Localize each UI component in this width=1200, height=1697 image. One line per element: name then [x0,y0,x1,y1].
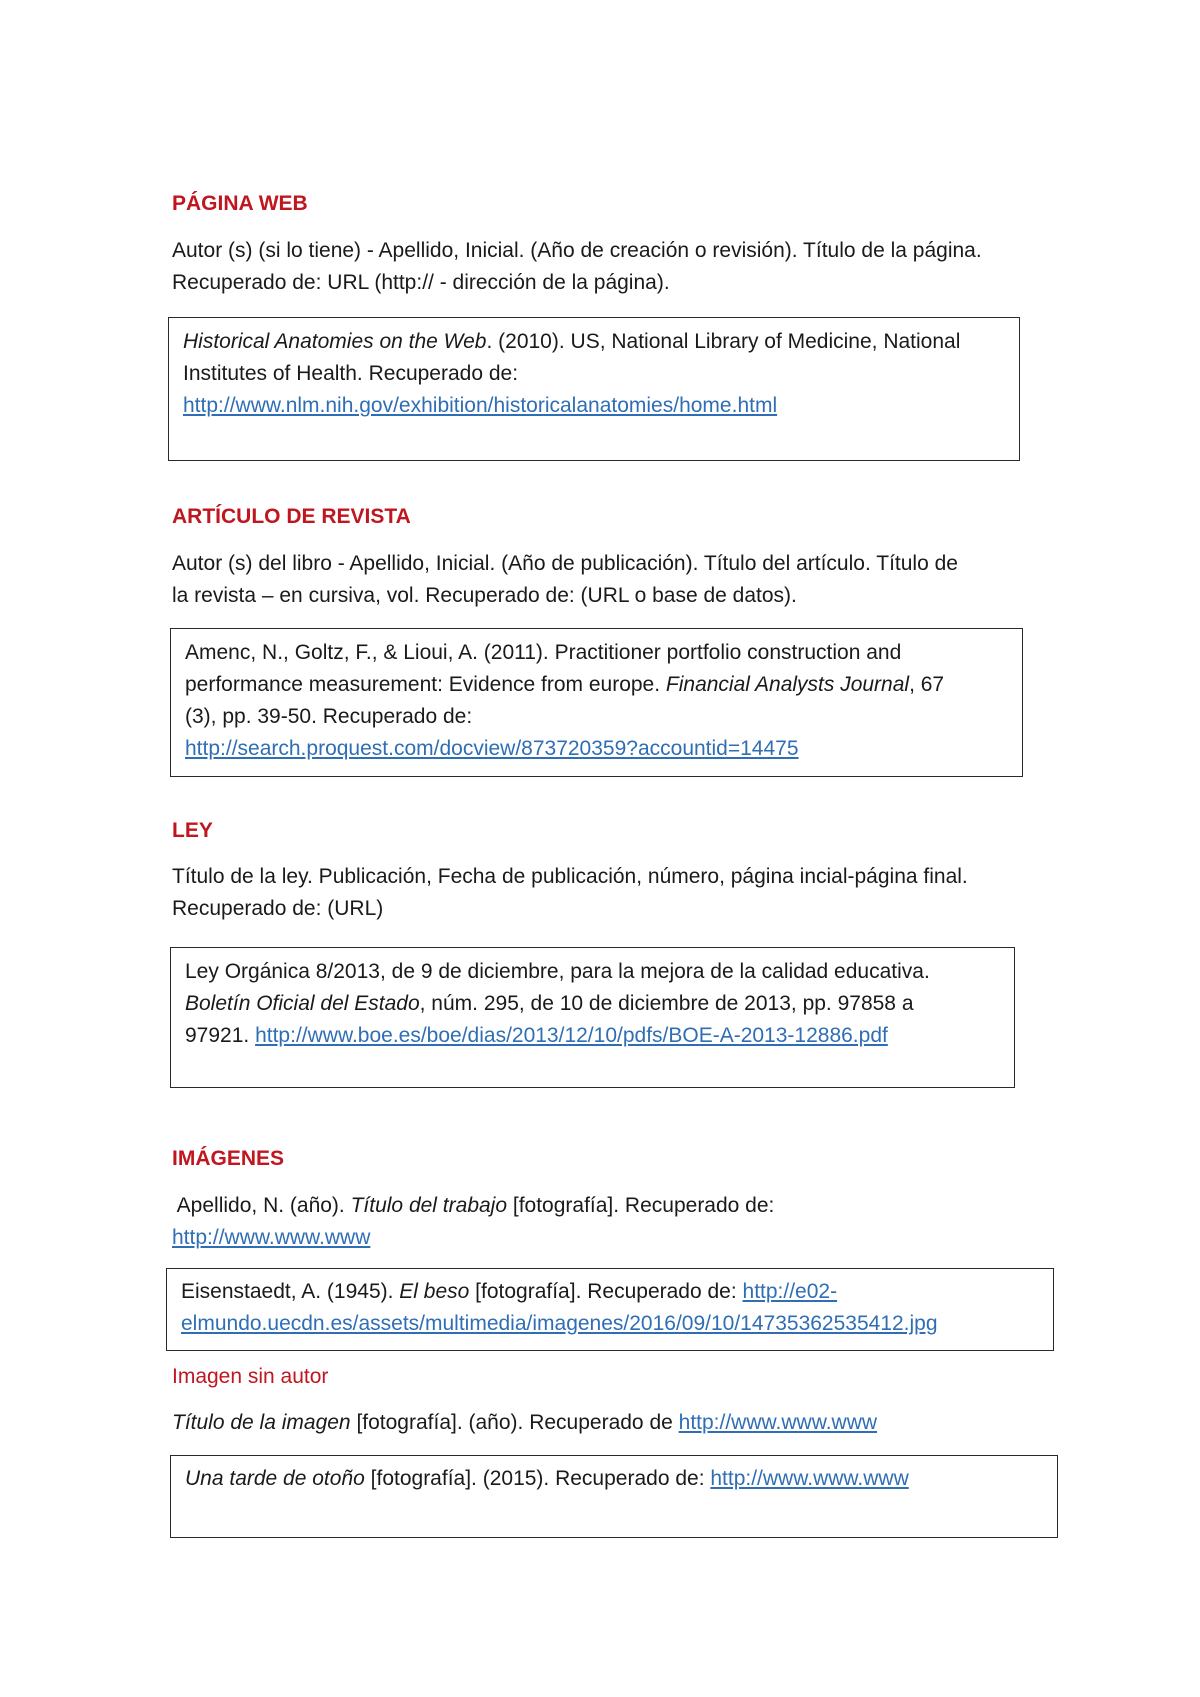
example-link[interactable]: http://www.www.www [710,1467,909,1490]
example-link[interactable]: elmundo.uecdn.es/assets/multimedia/imagenes/2016/09/10/14735362535412.jpg [181,1312,938,1335]
publication-title: Boletín Oficial del Estado [185,992,420,1015]
format-text: [fotografía]. (año). Recuperado de [350,1411,679,1434]
example-link[interactable]: http://www.nlm.nih.gov/exhibition/historicalanatomies/home.html [183,394,778,417]
example-box-articulo [170,628,1023,777]
heading-ley: LEY [172,819,213,842]
example-line [185,669,1008,701]
example-line [185,988,1000,1020]
format-sin-autor [172,1407,1132,1439]
example-link[interactable]: http://search.proquest.com/docview/873720359?accountid=14475 [185,737,799,760]
format-pagina-web [172,235,1072,299]
journal-title: Financial Analysts Journal [665,673,910,696]
format-line: Autor (s) (si lo tiene) - Apellido, Inicial. (Año de creación o revisión). Título de la página. [172,239,982,262]
example-line [181,1276,1039,1308]
example-line: (3), pp. 39-50. Recuperado de: [185,705,473,728]
heading-articulo: ARTÍCULO DE REVISTA [172,505,411,528]
example-box-imagenes [166,1268,1054,1351]
format-link[interactable]: http://www.www.www [678,1411,878,1434]
format-line: Recuperado de: (URL) [172,897,384,920]
format-italic: Título de la imagen [172,1411,351,1434]
example-link[interactable]: http://www.boe.es/boe/dias/2013/12/10/pdfs/BOE-A-2013-12886.pdf [255,1024,888,1047]
format-ley [172,861,1072,925]
example-line [185,1020,1000,1052]
format-line: Recuperado de: URL (http:// - dirección de la página). [172,271,670,294]
format-articulo [172,548,1072,612]
format-line: Autor (s) del libro - Apellido, Inicial. (Año de publicación). Título del artículo. Título de [172,552,958,575]
example-text: [fotografía]. (2015). Recuperado de: [364,1467,711,1490]
format-line: Título de la ley. Publicación, Fecha de publicación, número, página incial-página final. [172,865,968,888]
format-italic: Título del trabajo [350,1194,508,1217]
example-text: . (2010). US, National Library of Medicine, National [486,330,961,353]
format-line: la revista – en cursiva, vol. Recuperado de: (URL o base de datos). [172,584,797,607]
heading-imagenes: IMÁGENES [172,1147,285,1170]
heading-pagina-web: PÁGINA WEB [172,192,308,215]
example-text: , 67 [909,673,945,696]
example-box-ley [170,947,1015,1088]
format-line [172,1190,1072,1222]
example-box-sin-autor [170,1455,1058,1538]
work-title: El beso [399,1280,470,1303]
format-link[interactable]: http://www.www.www [172,1226,371,1249]
work-title: Una tarde de otoño [185,1467,365,1490]
example-link[interactable]: http://e02- [742,1280,838,1303]
format-imagenes [172,1190,1072,1254]
example-line: Institutes of Health. Recuperado de: [183,362,519,385]
example-text: Eisenstaedt, A. (1945). [181,1280,400,1303]
example-line: Ley Orgánica 8/2013, de 9 de diciembre, para la mejora de la calidad educativa. [185,960,930,983]
format-text: [fotografía]. Recuperado de: [507,1194,775,1217]
example-text: 97921. [185,1024,256,1047]
example-box-pagina-web [168,317,1020,461]
subheading-imagen-sin-autor: Imagen sin autor [172,1365,329,1388]
example-text: , núm. 295, de 10 de diciembre de 2013, pp. 97858 a [419,992,914,1015]
example-line [183,326,1005,358]
example-title: Historical Anatomies on the Web [183,330,487,353]
example-line [185,1463,1043,1495]
example-line: Amenc, N., Goltz, F., & Lioui, A. (2011). Practitioner portfolio construction and [185,641,902,664]
example-text: performance measurement: Evidence from europe. [185,673,666,696]
example-text: [fotografía]. Recuperado de: [469,1280,743,1303]
format-text: Apellido, N. (año). [172,1194,351,1217]
